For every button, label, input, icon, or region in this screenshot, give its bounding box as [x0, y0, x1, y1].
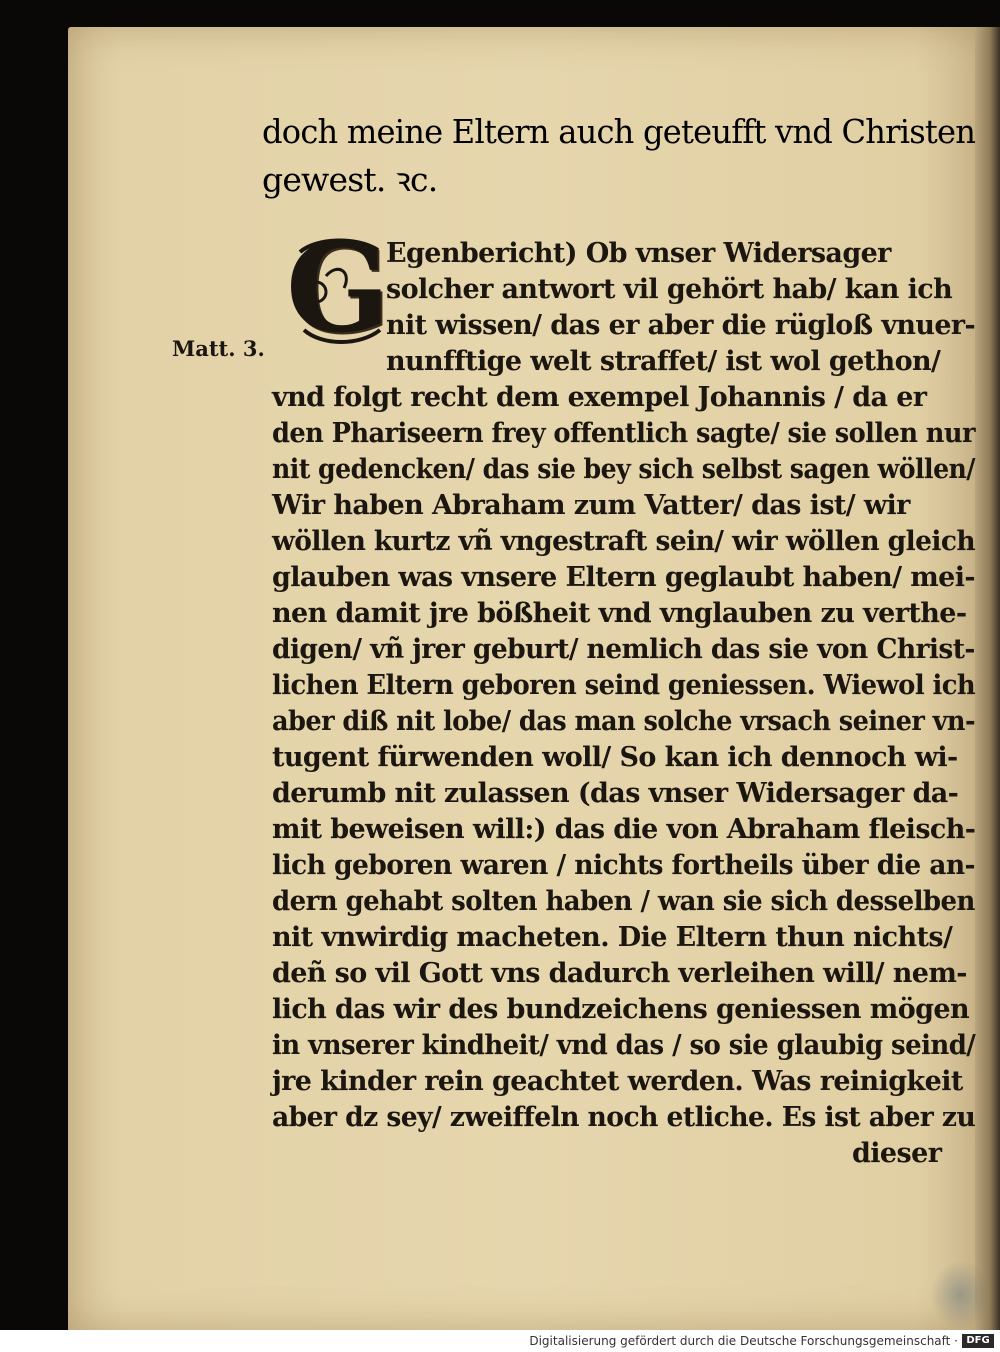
- text-line: tugent fürwenden woll/ So kan ich dennoch wi-: [272, 742, 958, 773]
- text-line: in vnserer kindheit/ vnd das / so sie glaubig seind/: [272, 1030, 976, 1061]
- text-line: aber diß nit lobe/ das man solche vrsach seiner vn-: [272, 706, 976, 737]
- catchword: dieser: [852, 1138, 942, 1169]
- page-binding-edge: [975, 27, 1000, 1330]
- text-line: glauben was vnsere Eltern geglaubt haben/ mei-: [272, 562, 975, 593]
- text-line: nit vnwirdig macheten. Die Eltern thun nichts/: [272, 922, 953, 953]
- text-line: Egenbericht) Ob vnser Widersager: [386, 238, 891, 269]
- marginal-note: Matt. 3.: [172, 336, 265, 361]
- heading-line-1: doch meine Eltern auch geteufft vnd Christen: [262, 112, 976, 151]
- text-line: nen damit jre bößheit vnd vnglauben zu verthe-: [272, 598, 967, 629]
- text-line: jre kinder rein geachtet werden. Was reinigkeit: [272, 1066, 963, 1097]
- text-line: derumb nit zulassen (das vnser Widersager da-: [272, 778, 959, 809]
- text-line: lich das wir des bundzeichens geniessen mögen: [272, 994, 970, 1025]
- text-line: lich geboren waren / nichts fortheils über die an-: [272, 850, 976, 881]
- text-line: deñ so vil Gott vns dadurch verleihen will/ nem-: [272, 958, 967, 989]
- text-line: digen/ vñ jrer geburt/ nemlich das sie von Christ-: [272, 634, 975, 665]
- text-line: lichen Eltern geboren seind geniessen. Wiewol ich: [272, 670, 976, 701]
- text-line: mit beweisen will:) das die von Abraham fleisch-: [272, 814, 976, 845]
- text-line: aber dz sey/ zweiffeln noch etliche. Es ist aber zu: [272, 1102, 976, 1133]
- text-line: nunfftige welt straffet/ ist wol gethon/: [386, 346, 941, 377]
- text-line: nit wissen/ das er aber die rügloß vnuer-: [386, 310, 976, 341]
- page-stain: [930, 1260, 990, 1330]
- dfg-logo-icon: DFG: [962, 1334, 994, 1348]
- text-line: Wir haben Abraham zum Vatter/ das ist/ wir: [272, 490, 910, 521]
- text-line: nit gedencken/ das sie bey sich selbst sagen wöllen/: [272, 454, 975, 485]
- text-line: dern gehabt solten haben / wan sie sich desselben: [272, 886, 975, 917]
- text-line: vnd folgt recht dem exempel Johannis / da er: [272, 382, 927, 413]
- text-line: solcher antwort vil gehört hab/ kan ich: [386, 274, 953, 305]
- text-line: wöllen kurtz vñ vngestraft sein/ wir wöllen gleich: [272, 526, 976, 557]
- heading-line-2: gewest. ꝛc.: [262, 160, 438, 199]
- footer-credit: Digitalisierung gefördert durch die Deutsche Forschungsgemeinschaft ·: [529, 1334, 958, 1348]
- text-line: den Phariseern frey offentlich sagte/ sie sollen nur: [272, 418, 975, 449]
- initial-letter: G: [285, 216, 391, 360]
